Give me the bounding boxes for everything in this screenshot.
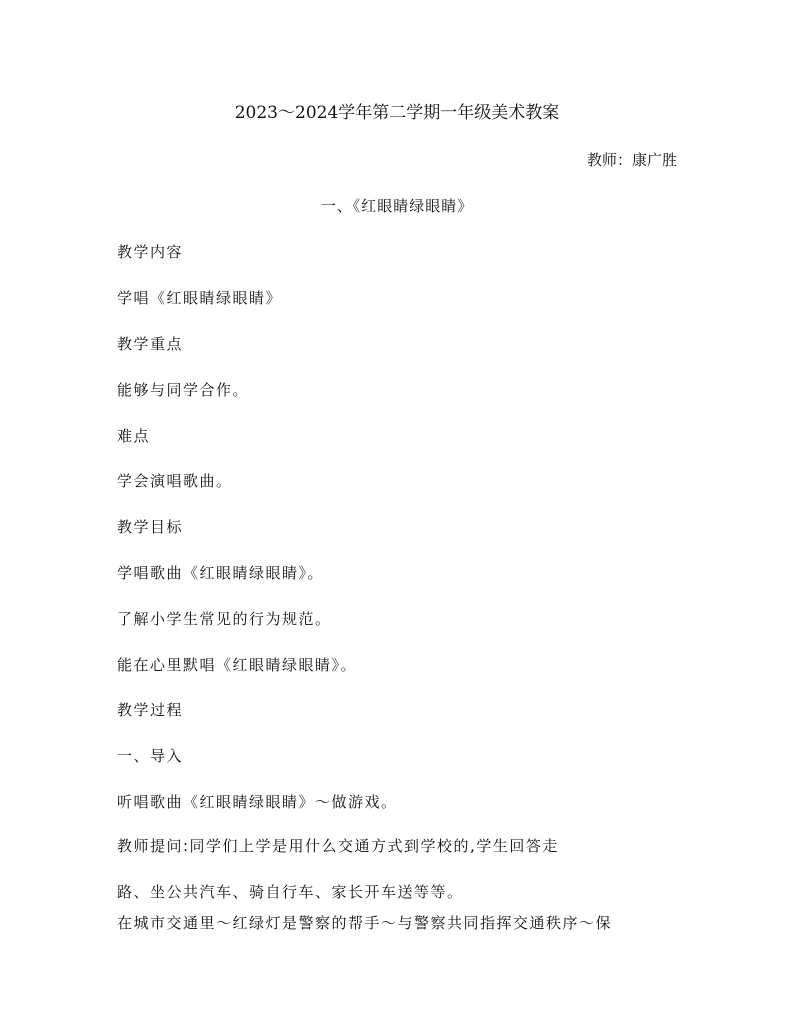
- section-heading-difficulty: 难点: [117, 427, 151, 445]
- process-text: 在城市交通里～红绿灯是警察的帮手～与警察共同指挥交通秩序～保: [117, 914, 613, 932]
- section-heading-objectives: 教学目标: [117, 518, 184, 536]
- process-step-heading: 一、导入: [117, 747, 184, 765]
- lesson-heading: 一、《红眼睛绿眼睛》: [320, 197, 474, 215]
- objective-item: 学唱歌曲《红眼睛绿眼睛》。: [117, 564, 325, 582]
- objective-item: 能在心里默唱《红眼睛绿眼睛》。: [117, 656, 358, 674]
- difficulty-text: 学会演唱歌曲。: [117, 472, 233, 490]
- objective-item: 了解小学生常见的行为规范。: [117, 610, 332, 628]
- document-title: 2023～2024学年第二学期一年级美术教案: [234, 103, 560, 123]
- section-heading-process: 教学过程: [117, 701, 184, 719]
- content-text: 学唱《红眼睛绿眼睛》: [117, 289, 283, 307]
- section-heading-content: 教学内容: [117, 243, 184, 261]
- teacher-name: 教师：康广胜: [586, 151, 677, 169]
- focus-text: 能够与同学合作。: [117, 381, 250, 399]
- process-text: 路、坐公共汽车、骑自行车、家长开车送等等。: [117, 883, 464, 901]
- section-heading-focus: 教学重点: [117, 335, 184, 353]
- process-text: 听唱歌曲《红眼睛绿眼睛》～做游戏。: [117, 793, 398, 811]
- process-text: 教师提问:同学们上学是用什么交通方式到学校的,学生回答走: [117, 837, 559, 855]
